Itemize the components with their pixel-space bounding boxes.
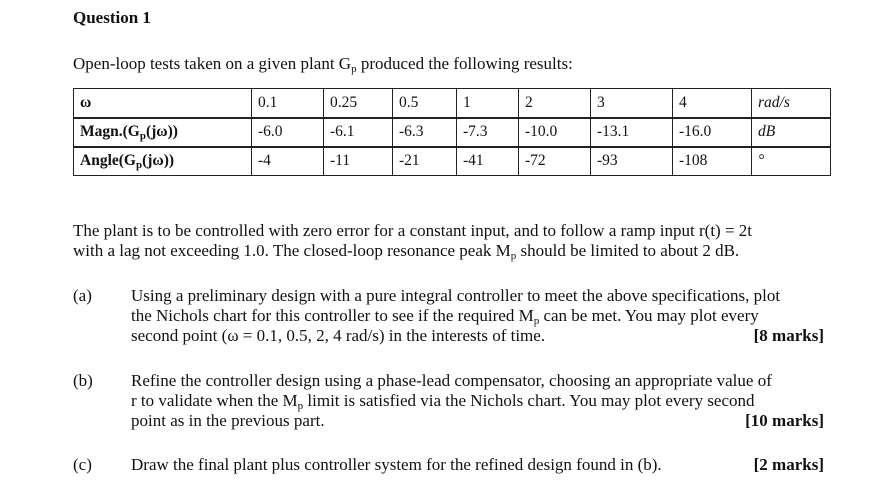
part-b-line-2-sub: p: [297, 400, 304, 412]
magnitude-cell: -13.1: [591, 118, 673, 147]
part-c-line-1-text: Draw the final plant plus controller system for the refined design found in (b).: [131, 455, 662, 474]
spec-line-2-suffix: should be limited to about 2 dB.: [516, 241, 740, 260]
specification-paragraph: [73, 221, 828, 261]
table-row-frequency: [74, 89, 831, 118]
magnitude-cell: -6.3: [393, 118, 457, 147]
magnitude-label-suffix: (jω)): [145, 123, 178, 140]
freq-cell: 1: [457, 89, 519, 118]
magnitude-cell: -6.1: [324, 118, 393, 147]
spec-line-2: [73, 241, 828, 261]
part-a-line-2: [131, 306, 824, 326]
part-b-line-3: [131, 411, 824, 431]
freq-cell: 4: [673, 89, 752, 118]
part-c-label: (c): [73, 455, 92, 474]
magnitude-cell: -7.3: [457, 118, 519, 147]
question-heading: Question 1: [73, 8, 151, 27]
part-b-marks: [10 marks]: [745, 411, 824, 430]
angle-unit-cell: °: [752, 147, 831, 176]
intro-text: [73, 54, 573, 74]
freq-cell: 0.5: [393, 89, 457, 118]
angle-label-sub: p: [135, 159, 143, 172]
part-b-body: [131, 371, 824, 431]
part-b-line-2-prefix: r to validate when the M: [131, 391, 298, 410]
part-a-label: (a): [73, 286, 92, 305]
part-c-marks: [2 marks]: [753, 455, 824, 474]
part-a-line-2-suffix: can be met. You may plot every: [539, 306, 759, 325]
angle-cell: -4: [252, 147, 324, 176]
angle-label-prefix: Angle(G: [80, 152, 136, 170]
angle-label-suffix: (jω)): [142, 152, 175, 170]
angle-cell: -108: [673, 147, 752, 176]
part-b-line-1: Refine the controller design using a phase-lead compensator, choosing an appropriate value of: [131, 371, 772, 390]
part-a-line-2-prefix: the Nichols chart for this controller to see if the required M: [131, 306, 534, 325]
spec-line-2-prefix: with a lag not exceeding 1.0. The closed-loop resonance peak M: [73, 241, 511, 260]
part-a-line-2-sub: p: [533, 315, 540, 327]
table-row-magnitude: [74, 118, 831, 147]
magnitude-label-sub: p: [139, 130, 146, 142]
magnitude-unit-cell: dB: [752, 118, 831, 147]
freq-cell: 0.25: [324, 89, 393, 118]
part-a-marks: [8 marks]: [753, 326, 824, 345]
part-b-line-2-suffix: limit is satisfied via the Nichols chart. You may plot every second: [303, 391, 755, 410]
angle-header: [74, 147, 252, 176]
spec-line-1: The plant is to be controlled with zero error for a constant input, and to follow a ramp input r(t) = 2t: [73, 221, 753, 240]
magnitude-cell: -16.0: [673, 118, 752, 147]
part-a-line-3-text: second point (ω = 0.1, 0.5, 2, 4 rad/s) in the interests of time.: [131, 326, 546, 345]
part-a-body: [131, 286, 824, 346]
omega-header: [74, 89, 252, 118]
part-c-line-1: [131, 455, 824, 475]
table-row-angle: [74, 147, 831, 176]
freq-cell: 3: [591, 89, 673, 118]
part-c-body: [131, 455, 824, 475]
part-b-line-3-text: point as in the previous part.: [131, 411, 325, 430]
part-a-line-3: [131, 326, 824, 346]
magnitude-cell: -10.0: [519, 118, 591, 147]
angle-cell: -21: [393, 147, 457, 176]
magnitude-cell: -6.0: [252, 118, 324, 147]
magnitude-label-prefix: Magn.(G: [80, 123, 140, 140]
angle-cell: -41: [457, 147, 519, 176]
part-b-label: (b): [73, 371, 93, 390]
part-a-line-1: Using a preliminary design with a pure integral controller to meet the above specifications, plot: [131, 286, 781, 305]
angle-cell: -72: [519, 147, 591, 176]
omega-symbol: ω: [80, 93, 92, 111]
magnitude-header: [74, 118, 252, 147]
freq-cell: 2: [519, 89, 591, 118]
angle-cell: -11: [324, 147, 393, 176]
intro-suffix: produced the following results:: [356, 54, 573, 73]
freq-cell: 0.1: [252, 89, 324, 118]
freq-unit-cell: rad/s: [752, 89, 831, 118]
results-table: [73, 88, 831, 176]
angle-cell: -93: [591, 147, 673, 176]
intro-prefix: Open-loop tests taken on a given plant G: [73, 54, 352, 73]
part-b-line-2: [131, 391, 824, 411]
spec-line-2-sub: p: [510, 250, 517, 262]
intro-subscript: p: [351, 63, 357, 75]
